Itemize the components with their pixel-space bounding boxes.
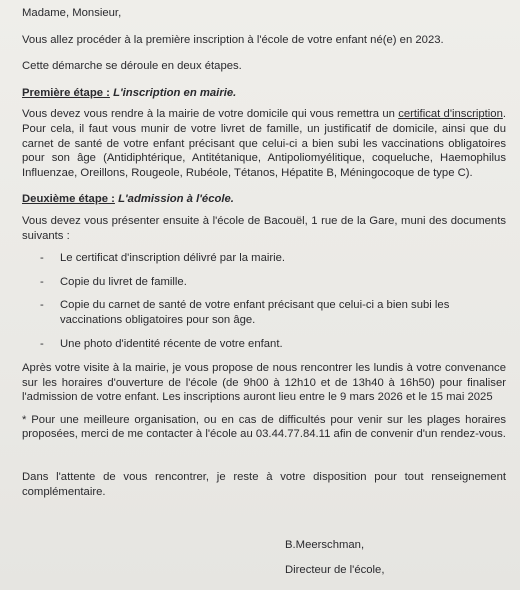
list-item xyxy=(22,275,506,290)
bullet-dash: - xyxy=(40,299,44,312)
contact-note: * Pour une meilleure organisation, ou en cas de difficultés pour venir sur les plages horaires proposées, merci de me contacter à l'école au 03.44.77.84.11 afin de convenir d'un rendez-vous. xyxy=(22,413,506,441)
bullet-dash: - xyxy=(40,252,44,265)
step1-body-start: Vous devez vous rendre à la mairie de votre domicile qui vous remettra un xyxy=(22,108,399,121)
steps-intro: Cette démarche se déroule en deux étapes. xyxy=(22,60,242,73)
bullet-dash: - xyxy=(40,337,44,350)
bullet-dash: - xyxy=(40,275,44,288)
required-documents-list xyxy=(22,251,506,351)
closing-paragraph: Dans l'attente de vous rencontrer, je reste à votre disposition pour tout renseignement complémentaire. xyxy=(22,471,506,498)
signature-name: B.Meerschman, xyxy=(285,539,365,551)
after-visit-paragraph: Après votre visite à la mairie, je vous propose de nous rencontrer les lundis à votre convenance sur les horaires d'ouverture de l'école (de 9h00 à 12h10 et de 13h40 à 16h50) pour finaliser l'admission de votre enfant. Les inscriptions auront lieu entre le 9 mars 2026 et le 15 mai 2025 xyxy=(22,362,506,404)
list-item xyxy=(22,251,506,266)
document-item-text: Copie du livret de famille. xyxy=(60,275,187,288)
certificat-inscription-link: certificat d'inscription xyxy=(398,108,503,121)
step1-body xyxy=(22,107,506,180)
step2-title: L'admission à l'école. xyxy=(118,193,234,206)
step1-body-end: . Pour cela, il faut vous munir de votre livret de famille, un justificatif de domicile, ainsi que du carnet de santé de votre enfant précisant que celui-ci a bien subi les vaccinations obligatoires pour son âge (Antidiphtérique, Antitétanique, Antipoliomyélitique, coqueluche, Haemophilus Influenzae, Oreillons, Rougeole, Rubéole, Tétanos, Hépatite B, Méningocoque de type C). xyxy=(22,108,506,179)
step2-body: Vous devez vous présenter ensuite à l'école de Bacouël, 1 rue de la Gare, muni des documents suivants : xyxy=(22,214,506,242)
signature-role: Directeur de l'école, xyxy=(285,564,385,576)
step1-title: L'inscription en mairie. xyxy=(113,86,237,99)
list-item xyxy=(22,337,506,352)
salutation: Madame, Monsieur, xyxy=(22,7,122,19)
document-item-text: Une photo d'identité récente de votre enfant. xyxy=(60,337,283,350)
step1-heading xyxy=(22,86,506,101)
list-item xyxy=(22,298,506,327)
step2-heading xyxy=(22,192,506,207)
document-item-text: Le certificat d'inscription délivré par la mairie. xyxy=(60,252,286,265)
intro-paragraph: Vous allez procéder à la première inscription à l'école de votre enfant né(e) en 2023. xyxy=(22,33,444,46)
step1-label: Première étape : xyxy=(22,86,110,99)
document-item-text: Copie du carnet de santé de votre enfant précisant que celui-ci a bien subi les vaccinations obligatoires pour son âge. xyxy=(60,299,450,326)
step2-label: Deuxième étape : xyxy=(22,193,115,206)
